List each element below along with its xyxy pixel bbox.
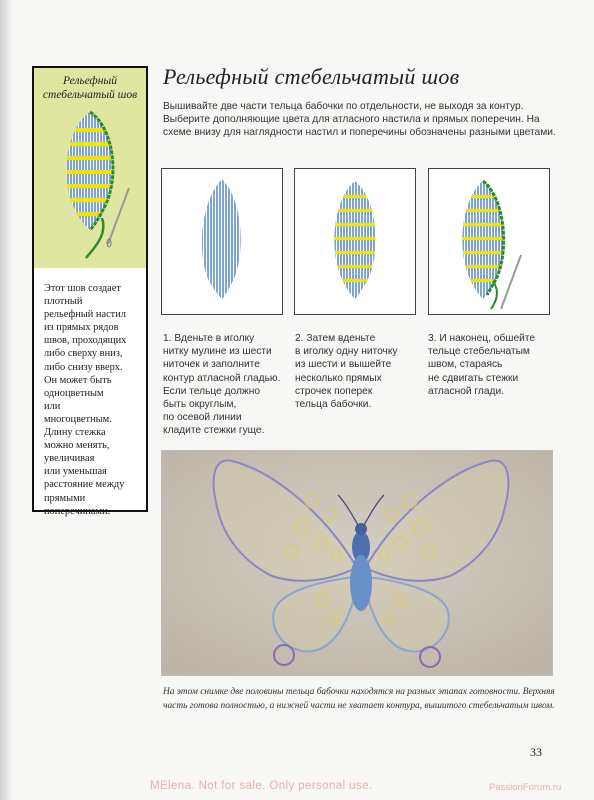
sidebar-illustration xyxy=(34,68,146,268)
step-2-panel xyxy=(294,168,416,315)
watermark-site: PassionForum.ru xyxy=(489,782,562,793)
watermark-text: MElena. Not for sale. Only personal use. xyxy=(150,780,373,792)
sidebar-title: Рельефный стебельчатый шов xyxy=(42,75,138,101)
page-title: Рельефный стебельчатый шов xyxy=(163,64,460,89)
sidebar-description: Этот шов создает плотный рельефный настил из прямых рядов швов, проходящих либо сверху вниз, либо снизу вверх. Он может быть одноцветным или многоцветным. Длину стежка можно менять, увеличивая или уменьшая расстояние между прямыми поперечинами. xyxy=(44,283,127,517)
step-2-text: 2. Затем вденьте в иголку одну ниточку из шести и вышейте несколько прямых строчек поперек тельца бабочки. xyxy=(295,333,398,411)
step-3-diagram xyxy=(429,169,549,314)
step-1-panel xyxy=(161,168,283,315)
step-3-text: 3. И наконец, обшейте тельце стебельчатым швом, стараясь не сдвигать стежки атласной глади. xyxy=(428,333,536,397)
step-1-diagram xyxy=(162,169,282,314)
step-3-panel xyxy=(428,168,550,315)
page-number: 33 xyxy=(530,745,542,759)
butterfly-embroidery-image xyxy=(162,451,552,675)
binding-shadow xyxy=(0,0,14,800)
butterfly-photo xyxy=(161,450,553,676)
sidebar-box xyxy=(32,66,148,517)
photo-caption: На этом снимке две половины тельца бабочки находятся на разных этапах готовности. Верхняя часть готова полностью, а нижней части не хватает контура, вышитого стебельчатым швом. xyxy=(163,687,555,711)
step-1-text: 1. Вденьте в иголку нитку мулине из шести ниточек и заполните контур атласной гладью. Если тельце должно быть округлым, по осевой линии кладите стежки гуще. xyxy=(163,333,281,437)
intro-paragraph: Вышивайте две части тельца бабочки по отдельности, не выходя за контур. Выберите дополняющие цвета для атласного настила и прямых поперечин. На схеме внизу для наглядности настил и поперечины обозначены разными цветами. xyxy=(163,101,556,139)
step-2-diagram xyxy=(295,169,415,314)
